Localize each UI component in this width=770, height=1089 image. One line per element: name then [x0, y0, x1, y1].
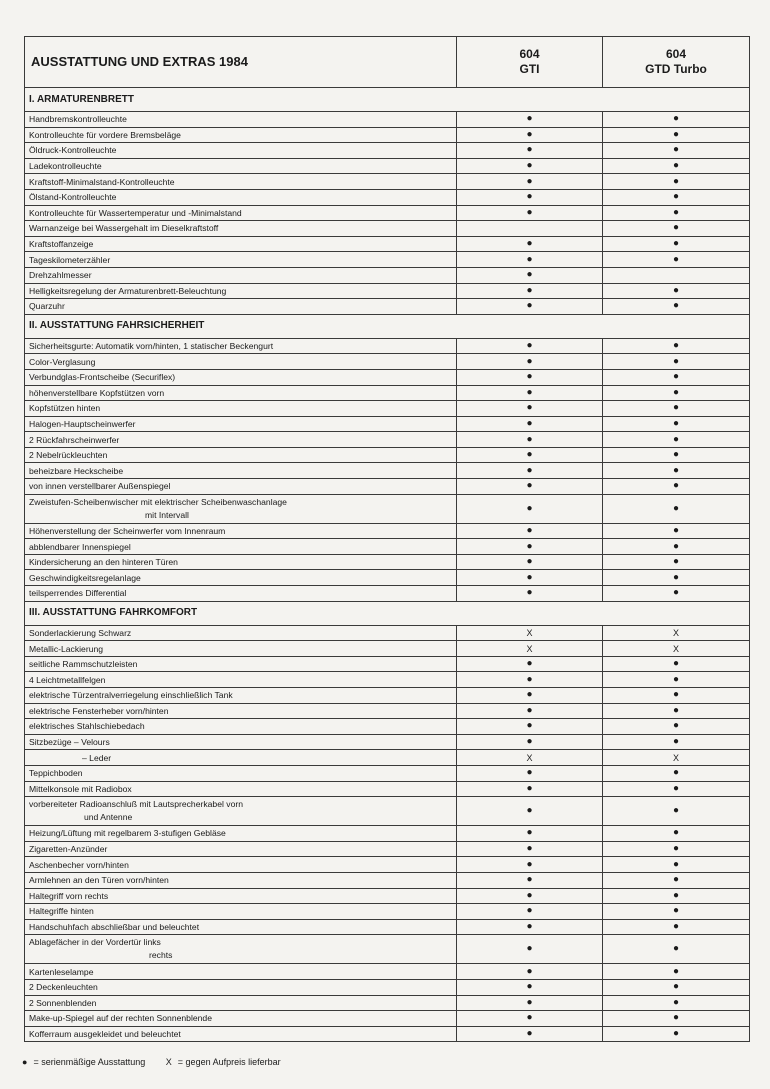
table-row — [25, 703, 750, 719]
table-row — [25, 964, 750, 980]
section-title: III. AUSSTATTUNG FAHRKOMFORT — [25, 601, 750, 625]
mark-604-gtd-turbo: ● — [603, 872, 750, 888]
table-row — [25, 750, 750, 766]
column-header-604-gti: 604 GTI — [457, 37, 603, 88]
mark-604-gtd-turbo: X — [603, 641, 750, 657]
feature-label: Zweistufen-Scheibenwischer mit elektrischer Scheibenwaschanlage mit Intervall — [25, 494, 457, 523]
feature-label: Metallic-Lackierung — [25, 641, 457, 657]
mark-604-gtd-turbo: ● — [603, 127, 750, 143]
table-row — [25, 299, 750, 315]
table-row — [25, 523, 750, 539]
mark-604-gtd-turbo: ● — [603, 174, 750, 190]
table-row — [25, 127, 750, 143]
mark-604-gti: ● — [457, 252, 603, 268]
feature-label: Zigaretten-Anzünder — [25, 841, 457, 857]
feature-label: Quarzuhr — [25, 299, 457, 315]
feature-label: elektrisches Stahlschiebedach — [25, 719, 457, 735]
mark-604-gtd-turbo: ● — [603, 1011, 750, 1027]
feature-label: Helligkeitsregelung der Armaturenbrett-Beleuchtung — [25, 283, 457, 299]
feature-label: Kopfstützen hinten — [25, 401, 457, 417]
feature-label: Kindersicherung an den hinteren Türen — [25, 554, 457, 570]
section-title: I. ARMATURENBRETT — [25, 88, 750, 112]
mark-604-gti: ● — [457, 554, 603, 570]
mark-604-gti: ● — [457, 338, 603, 354]
mark-604-gti: ● — [457, 432, 603, 448]
table-row — [25, 734, 750, 750]
feature-label: Geschwindigkeitsregelanlage — [25, 570, 457, 586]
mark-604-gtd-turbo: ● — [603, 463, 750, 479]
mark-604-gti: ● — [457, 236, 603, 252]
feature-label: 2 Rückfahrscheinwerfer — [25, 432, 457, 448]
table-row — [25, 797, 750, 826]
table-row — [25, 656, 750, 672]
feature-label: Kontrolleuchte für vordere Bremsbeläge — [25, 127, 457, 143]
mark-604-gtd-turbo: ● — [603, 656, 750, 672]
mark-604-gti: ● — [457, 416, 603, 432]
mark-604-gti: ● — [457, 570, 603, 586]
legend-x-text: = gegen Aufpreis lieferbar — [177, 1057, 281, 1067]
feature-label: Kraftstoff-Minimalstand-Kontrolleuchte — [25, 174, 457, 190]
table-row — [25, 919, 750, 935]
feature-label: Haltegriffe hinten — [25, 904, 457, 920]
mark-604-gti: ● — [457, 841, 603, 857]
mark-604-gti: ● — [457, 857, 603, 873]
feature-label: Aschenbecher vorn/hinten — [25, 857, 457, 873]
table-row — [25, 385, 750, 401]
mark-604-gti: ● — [457, 539, 603, 555]
table-row — [25, 781, 750, 797]
mark-604-gtd-turbo: ● — [603, 586, 750, 602]
mark-604-gti: ● — [457, 964, 603, 980]
mark-604-gtd-turbo: ● — [603, 672, 750, 688]
feature-label: seitliche Rammschutzleisten — [25, 656, 457, 672]
equipment-table — [24, 36, 750, 1042]
mark-604-gti: ● — [457, 719, 603, 735]
mark-604-gtd-turbo: ● — [603, 904, 750, 920]
legend-dot-symbol: ● — [22, 1057, 28, 1067]
table-row — [25, 625, 750, 641]
table-row — [25, 857, 750, 873]
mark-604-gti: ● — [457, 703, 603, 719]
mark-604-gti: ● — [457, 174, 603, 190]
feature-label: Höhenverstellung der Scheinwerfer vom Innenraum — [25, 523, 457, 539]
mark-604-gti: ● — [457, 904, 603, 920]
table-row — [25, 904, 750, 920]
feature-label: 2 Sonnenblenden — [25, 995, 457, 1011]
mark-604-gtd-turbo: X — [603, 625, 750, 641]
mark-604-gtd-turbo: ● — [603, 385, 750, 401]
page-title: AUSSTATTUNG UND EXTRAS 1984 — [25, 37, 457, 88]
mark-604-gtd-turbo: ● — [603, 781, 750, 797]
mark-604-gti: ● — [457, 369, 603, 385]
table-row — [25, 447, 750, 463]
feature-label: höhenverstellbare Kopfstützen vorn — [25, 385, 457, 401]
mark-604-gti: ● — [457, 872, 603, 888]
mark-604-gtd-turbo: ● — [603, 252, 750, 268]
table-row — [25, 688, 750, 704]
table-row — [25, 354, 750, 370]
mark-604-gti — [457, 221, 603, 237]
mark-604-gti: X — [457, 641, 603, 657]
table-row — [25, 935, 750, 964]
mark-604-gtd-turbo: ● — [603, 857, 750, 873]
section-header-row — [25, 314, 750, 338]
mark-604-gti: ● — [457, 888, 603, 904]
feature-label: Warnanzeige bei Wassergehalt im Dieselkraftstoff — [25, 221, 457, 237]
mark-604-gtd-turbo: ● — [603, 554, 750, 570]
table-header-row — [25, 37, 750, 88]
mark-604-gtd-turbo: ● — [603, 841, 750, 857]
feature-label: Sonderlackierung Schwarz — [25, 625, 457, 641]
table-row — [25, 719, 750, 735]
feature-label: Ablagefächer in der Vordertür links rechts — [25, 935, 457, 964]
mark-604-gtd-turbo: ● — [603, 338, 750, 354]
mark-604-gti: ● — [457, 826, 603, 842]
section-header-row — [25, 88, 750, 112]
feature-label: Kartenleselampe — [25, 964, 457, 980]
feature-label: Ladekontrolleuchte — [25, 158, 457, 174]
table-row — [25, 995, 750, 1011]
feature-label: Mittelkonsole mit Radiobox — [25, 781, 457, 797]
mark-604-gti: ● — [457, 523, 603, 539]
mark-604-gtd-turbo: ● — [603, 995, 750, 1011]
mark-604-gtd-turbo: ● — [603, 935, 750, 964]
feature-label: elektrische Fensterheber vorn/hinten — [25, 703, 457, 719]
mark-604-gti: ● — [457, 995, 603, 1011]
table-row — [25, 672, 750, 688]
table-row — [25, 539, 750, 555]
mark-604-gti: ● — [457, 479, 603, 495]
feature-label: elektrische Türzentralverriegelung einschließlich Tank — [25, 688, 457, 704]
mark-604-gti: ● — [457, 112, 603, 128]
feature-label: Make-up-Spiegel auf der rechten Sonnenblende — [25, 1011, 457, 1027]
mark-604-gtd-turbo: X — [603, 750, 750, 766]
mark-604-gti: ● — [457, 935, 603, 964]
feature-label: abblendbarer Innenspiegel — [25, 539, 457, 555]
table-row — [25, 479, 750, 495]
legend-dot-text: = serienmäßige Ausstattung — [33, 1057, 146, 1067]
table-row — [25, 841, 750, 857]
mark-604-gti: ● — [457, 586, 603, 602]
table-row — [25, 494, 750, 523]
table-row — [25, 189, 750, 205]
feature-label: von innen verstellbarer Außenspiegel — [25, 479, 457, 495]
mark-604-gtd-turbo: ● — [603, 143, 750, 159]
feature-label: 2 Nebelrückleuchten — [25, 447, 457, 463]
table-row — [25, 641, 750, 657]
table-row — [25, 826, 750, 842]
section-header-row — [25, 601, 750, 625]
mark-604-gtd-turbo: ● — [603, 189, 750, 205]
feature-label: – Leder — [25, 750, 457, 766]
mark-604-gtd-turbo: ● — [603, 401, 750, 417]
legend — [22, 1057, 287, 1067]
mark-604-gtd-turbo: ● — [603, 479, 750, 495]
feature-label: teilsperrendes Differential — [25, 586, 457, 602]
mark-604-gti: ● — [457, 127, 603, 143]
feature-label: Öldruck-Kontrolleuchte — [25, 143, 457, 159]
mark-604-gtd-turbo: ● — [603, 432, 750, 448]
table-row — [25, 401, 750, 417]
mark-604-gtd-turbo: ● — [603, 299, 750, 315]
table-row — [25, 112, 750, 128]
feature-label: Heizung/Lüftung mit regelbarem 3-stufigen Gebläse — [25, 826, 457, 842]
table-row — [25, 143, 750, 159]
table-row — [25, 267, 750, 283]
feature-label: Sicherheitsgurte: Automatik vorn/hinten, 1 statischer Beckengurt — [25, 338, 457, 354]
section-title: II. AUSSTATTUNG FAHRSICHERHEIT — [25, 314, 750, 338]
mark-604-gti: ● — [457, 267, 603, 283]
mark-604-gti: ● — [457, 189, 603, 205]
mark-604-gtd-turbo: ● — [603, 964, 750, 980]
mark-604-gtd-turbo — [603, 267, 750, 283]
mark-604-gtd-turbo: ● — [603, 236, 750, 252]
table-row — [25, 765, 750, 781]
table-row — [25, 586, 750, 602]
feature-label: Tageskilometerzähler — [25, 252, 457, 268]
mark-604-gti: ● — [457, 919, 603, 935]
feature-label: 4 Leichtmetallfelgen — [25, 672, 457, 688]
mark-604-gtd-turbo: ● — [603, 112, 750, 128]
mark-604-gtd-turbo: ● — [603, 888, 750, 904]
mark-604-gti: X — [457, 750, 603, 766]
mark-604-gtd-turbo: ● — [603, 447, 750, 463]
mark-604-gtd-turbo: ● — [603, 205, 750, 221]
mark-604-gti: X — [457, 625, 603, 641]
table-row — [25, 979, 750, 995]
feature-label: Kontrolleuchte für Wassertemperatur und -Minimalstand — [25, 205, 457, 221]
mark-604-gtd-turbo: ● — [603, 797, 750, 826]
mark-604-gti: ● — [457, 385, 603, 401]
mark-604-gti: ● — [457, 205, 603, 221]
feature-label: Armlehnen an den Türen vorn/hinten — [25, 872, 457, 888]
table-row — [25, 416, 750, 432]
mark-604-gtd-turbo: ● — [603, 734, 750, 750]
table-row — [25, 174, 750, 190]
mark-604-gti: ● — [457, 979, 603, 995]
feature-label: Ölstand-Kontrolleuchte — [25, 189, 457, 205]
table-row — [25, 1026, 750, 1042]
mark-604-gtd-turbo: ● — [603, 416, 750, 432]
feature-label: Teppichboden — [25, 765, 457, 781]
mark-604-gtd-turbo: ● — [603, 283, 750, 299]
mark-604-gtd-turbo: ● — [603, 719, 750, 735]
table-row — [25, 283, 750, 299]
mark-604-gtd-turbo: ● — [603, 570, 750, 586]
feature-label: Haltegriff vorn rechts — [25, 888, 457, 904]
table-row — [25, 1011, 750, 1027]
mark-604-gtd-turbo: ● — [603, 539, 750, 555]
mark-604-gtd-turbo: ● — [603, 826, 750, 842]
table-row — [25, 888, 750, 904]
table-row — [25, 221, 750, 237]
mark-604-gtd-turbo: ● — [603, 765, 750, 781]
table-row — [25, 236, 750, 252]
mark-604-gti: ● — [457, 656, 603, 672]
mark-604-gti: ● — [457, 494, 603, 523]
mark-604-gtd-turbo: ● — [603, 158, 750, 174]
mark-604-gti: ● — [457, 797, 603, 826]
table-row — [25, 252, 750, 268]
feature-label: Handbremskontrolleuchte — [25, 112, 457, 128]
feature-label: Halogen-Hauptscheinwerfer — [25, 416, 457, 432]
mark-604-gtd-turbo: ● — [603, 688, 750, 704]
mark-604-gti: ● — [457, 143, 603, 159]
feature-label: beheizbare Heckscheibe — [25, 463, 457, 479]
feature-label: Drehzahlmesser — [25, 267, 457, 283]
table-row — [25, 570, 750, 586]
mark-604-gti: ● — [457, 1011, 603, 1027]
column-header-604-gtd-turbo: 604 GTD Turbo — [603, 37, 750, 88]
feature-label: Color-Verglasung — [25, 354, 457, 370]
mark-604-gtd-turbo: ● — [603, 221, 750, 237]
legend-x-symbol: X — [165, 1057, 172, 1067]
mark-604-gtd-turbo: ● — [603, 979, 750, 995]
mark-604-gti: ● — [457, 1026, 603, 1042]
mark-604-gti: ● — [457, 781, 603, 797]
mark-604-gtd-turbo: ● — [603, 523, 750, 539]
mark-604-gti: ● — [457, 401, 603, 417]
mark-604-gti: ● — [457, 672, 603, 688]
mark-604-gtd-turbo: ● — [603, 369, 750, 385]
feature-label: Kofferraum ausgekleidet und beleuchtet — [25, 1026, 457, 1042]
mark-604-gti: ● — [457, 734, 603, 750]
table-row — [25, 872, 750, 888]
mark-604-gti: ● — [457, 283, 603, 299]
feature-label: Sitzbezüge – Velours — [25, 734, 457, 750]
feature-label: 2 Deckenleuchten — [25, 979, 457, 995]
mark-604-gti: ● — [457, 447, 603, 463]
feature-label: Handschuhfach abschließbar und beleuchtet — [25, 919, 457, 935]
mark-604-gti: ● — [457, 158, 603, 174]
table-row — [25, 432, 750, 448]
mark-604-gtd-turbo: ● — [603, 354, 750, 370]
feature-label: vorbereiteter Radioanschluß mit Lautsprecherkabel vorn und Antenne — [25, 797, 457, 826]
mark-604-gti: ● — [457, 765, 603, 781]
mark-604-gtd-turbo: ● — [603, 1026, 750, 1042]
mark-604-gti: ● — [457, 688, 603, 704]
feature-label: Verbundglas-Frontscheibe (Securiflex) — [25, 369, 457, 385]
feature-label: Kraftstoffanzeige — [25, 236, 457, 252]
mark-604-gtd-turbo: ● — [603, 703, 750, 719]
mark-604-gtd-turbo: ● — [603, 919, 750, 935]
table-row — [25, 463, 750, 479]
mark-604-gti: ● — [457, 299, 603, 315]
table-row — [25, 554, 750, 570]
mark-604-gti: ● — [457, 463, 603, 479]
table-row — [25, 205, 750, 221]
mark-604-gti: ● — [457, 354, 603, 370]
mark-604-gtd-turbo: ● — [603, 494, 750, 523]
table-row — [25, 338, 750, 354]
table-row — [25, 158, 750, 174]
table-row — [25, 369, 750, 385]
